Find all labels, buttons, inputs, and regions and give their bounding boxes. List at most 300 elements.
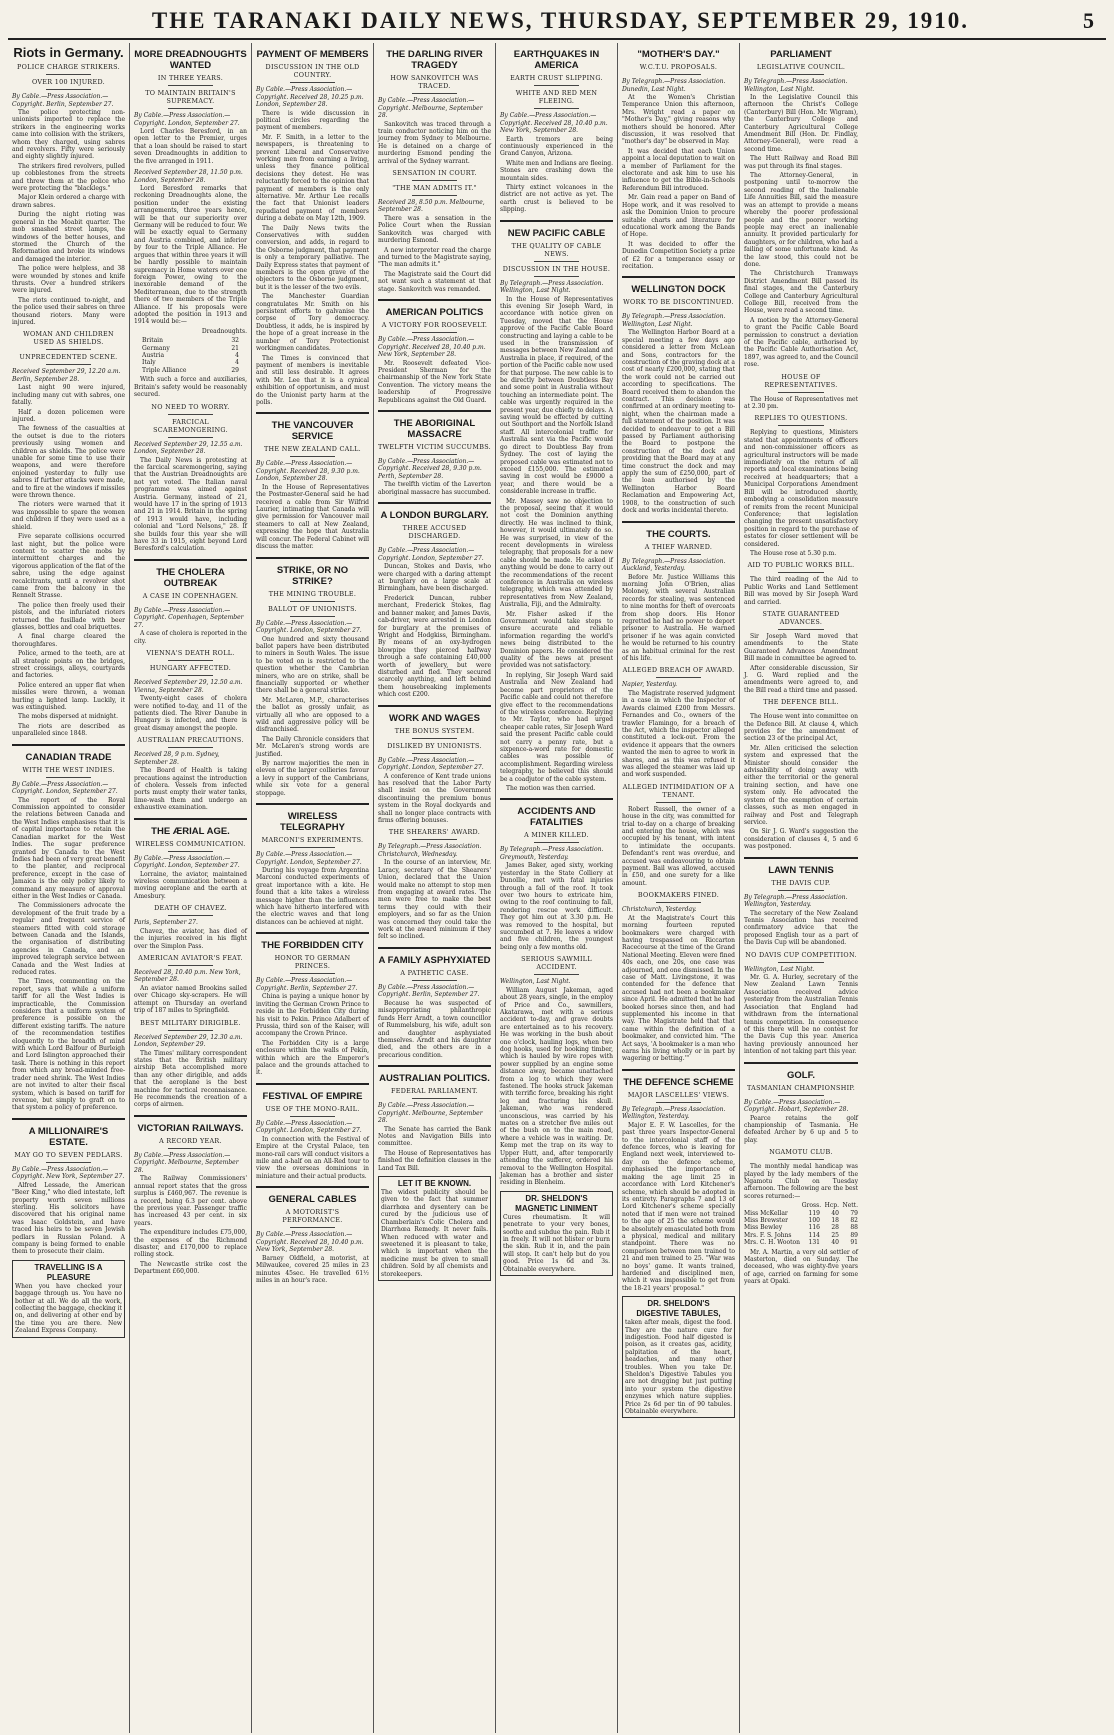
advertisement xyxy=(378,1176,491,1281)
article-paragraph: It was decided to offer the Dunedin Competition Society a prize of £2 for a temperance essay or recitation. xyxy=(622,240,735,270)
article-headline: THE DEFENCE SCHEME xyxy=(622,1069,735,1088)
scores-cell: 28 xyxy=(831,1224,839,1232)
scores-cell: 25 xyxy=(831,1231,839,1239)
article-subheading: WITH THE WEST INDIES. xyxy=(22,765,115,774)
masthead xyxy=(8,6,1106,40)
article xyxy=(134,403,247,553)
article-subheading: THE BONUS SYSTEM. xyxy=(394,726,475,735)
article-paragraph: The Senate has carried the Bank Notes and Navigation Bills into committee. xyxy=(378,1125,491,1148)
table-cell-name: Italy xyxy=(142,359,156,367)
article-dateline: By Telegraph.—Press Association. Wellington, Yesterday. xyxy=(744,893,848,909)
column-7 xyxy=(740,43,862,1733)
article-headline: A LONDON BURGLARY. xyxy=(378,502,491,521)
article-paragraph: Robert Russell, the owner of a house in the city, was committed for trial to-day on a charge of breaking and entering the house, which was occupied by his tenant, with intent to intimidate the occupants. Defendant's rent was overdue, and accused was endeavouring to obtain payment. Bail was allowed, accused in £50, and one surety for a like amount. xyxy=(622,805,735,887)
article-subheading: HONOR TO GERMAN PRINCES. xyxy=(274,954,351,971)
article xyxy=(378,410,491,496)
article-paragraph: The Christchurch Tramways District Amendment Bill passed its final stages, and the Canterbury College and Canterbury Agricultural College Bill, received from the House, were read a second time. xyxy=(744,270,858,315)
article-paragraph: Barney Oldfield, a motorist, at Milwaukee, covered 25 miles in 23 minutes 45sec. He travelled 61½ miles in an hour's race. xyxy=(256,1254,369,1284)
divider-rule xyxy=(534,85,579,86)
scores-cell: 116 xyxy=(808,1224,820,1232)
article-subheading: A VICTORY FOR ROOSEVELT. xyxy=(381,321,488,329)
article-dateline: By Telegraph.—Press Association. Greymouth, Yesterday. xyxy=(500,846,604,861)
divider-rule xyxy=(778,1095,824,1096)
divider-rule xyxy=(412,839,457,840)
article-paragraph: Five separate collisions occurred last night, but the police were content to scatter the mobs by intermittent charges and the vigorous application of the flat of the sabre, using the edge against recalcitrants, until a revolver shot came from the balcony in the Rennelt Strasse. xyxy=(12,533,125,600)
article xyxy=(256,557,369,798)
article-subheading: AUSTRALIAN PRECAUTIONS. xyxy=(137,736,244,745)
article-headline: THE COURTS. xyxy=(622,521,735,540)
article-subheading: REPLIES TO QUESTIONS. xyxy=(754,414,848,423)
article-headline: EARTHQUAKES IN AMERICA xyxy=(513,49,600,71)
article-paragraph: The Forbidden City is a large enclosure within the walls of Pekin, within which are the Emperor's palace and the grounds attached to it. xyxy=(256,1039,369,1077)
article-paragraph: Sankovitch was traced through a train conductor noticing him on the journey from Sydney to Melbourne. He is detained on a charge of murdering Esmond pending the arrival of the Sydney warrant. xyxy=(378,120,491,165)
article-dateline: By Cable.—Press Association.—Copyright. Copenhagen, September 27. xyxy=(134,606,244,629)
article-paragraph: The Board of Health is taking precautions against the introduction of cholera. Vessels from infected ports must empty their water tanks, lime-wash them and undergo an exhaustive examination. xyxy=(134,767,247,812)
article xyxy=(378,705,491,825)
article-dateline: By Telegraph.—Press Association. Wellington, Last Night. xyxy=(744,78,848,93)
divider-rule xyxy=(46,74,91,75)
divider-rule xyxy=(412,753,457,754)
article xyxy=(134,559,247,645)
article-paragraph: Mr. Massey saw no objection to the proposal, seeing that it would not cost the Dominion anything directly. He was inclined to think, however, it would ultimately do so. He was surprised, in view of the recent developments in wireless telegraphy, that proposals for a new cable should be made. He asked if anything would be done to carry out the recommendations of the recent conference in Australia on wireless telegraphy, which was attended by representatives from New Zealand, Australia, Fiji, and the Admiralty. xyxy=(500,497,613,609)
article-headline: PAYMENT OF MEMBERS xyxy=(256,49,369,60)
article xyxy=(256,412,369,550)
divider-rule xyxy=(168,1030,213,1031)
article-subheading: VIENNA'S DEATH ROLL. xyxy=(146,649,235,658)
divider-rule xyxy=(534,261,579,262)
scores-row xyxy=(744,1232,858,1239)
divider-rule xyxy=(656,1102,701,1103)
article-paragraph: Alfred Lessade, the American "Beer King," who died intestate, left property worth seven millions sterling. His solicitors have discovered that his original name was Isaac Goldstein, and have traced his heirs to be seven Jewish pedlars in Russian Poland. A company is being formed to enable them to prosecute their claim. xyxy=(12,1181,125,1256)
divider-rule xyxy=(290,1227,335,1228)
article-paragraph: On Sir J. G. Ward's suggestion the consideration of clauses 4, 5 and 6 was postponed. xyxy=(744,828,858,851)
article xyxy=(256,1083,369,1180)
article-paragraph: In connection with the Festival of Empire at the Crystal Palace, ten mono-rail cars will conduct visitors a mile and a-half on an All-Red tour to view the overseas dominions in miniature and their actual products. xyxy=(256,1135,369,1180)
article-dateline: By Cable.—Press Association.—Copyright. Melbourne, September 28. xyxy=(378,97,483,119)
article-subheading: EARTH CRUST SLIPPING. xyxy=(510,74,603,82)
advertisement xyxy=(12,1260,125,1338)
divider-rule xyxy=(46,89,91,90)
article xyxy=(500,798,613,951)
article-paragraph: During his voyage from Argentina Marconi conducted experiments of great importance with a kite. He found that a kite takes a wireless message higher than the influences which have hitherto interfered with the electric waves and that long distances can be achieved at night. xyxy=(256,867,369,926)
article xyxy=(622,1069,735,1292)
article xyxy=(622,49,735,270)
scores-cell: 91 xyxy=(850,1239,858,1247)
article-paragraph: The riots are described as unparalleled since 1848. xyxy=(12,722,125,738)
article xyxy=(12,1118,125,1256)
article-paragraph: In replying, Sir Joseph Ward said Australia and New Zealand had become part proprietors of the Pacific cable and could not therefore give effect to the recommendations of the wireless conference. Replying to Mr. Taylor, who had urged cheaper cable rates, Sir Joseph Ward said the present Pacific cable could not carry a penny rate, but a sixpence-a-word rate for domestic cables was possible of accomplishment. Regarding wireless telegraphy, he believed this should be a coadjutor of the cable system. xyxy=(500,671,613,783)
article-dateline: By Cable.—Press Association.—Copyright. London, September 27. xyxy=(378,547,484,562)
divider-rule xyxy=(412,180,457,181)
article-subheading: LEGISLATIVE COUNCIL. xyxy=(756,63,846,71)
article-dateline: By Telegraph.—Press Association. Wellington, Last Night. xyxy=(622,313,726,328)
scores-cell: 79 xyxy=(850,1209,858,1217)
article-paragraph: The Magistrate reserved judgment in a case in which the Inspector of Awards claimed £200 from Messrs. Fernandes and Co., owners of the trawler Flamingo, for a breach of the Act, which the inspector alleged constituted a lock-out. From the evidence it appears that the owners wanted the men to agree to work in shares, and as this was refused it was alleged the steamer was laid up and work suspended. xyxy=(622,689,735,779)
article-paragraph: At the Women's Christian Temperance Union this afternoon, Mrs. Wright read a paper on "Mother's Day," giving reasons why mothers should be honored. After discussion, it was resolved that "mother's day" be observed in May. xyxy=(622,94,735,146)
article-headline: THE VANCOUVER SERVICE xyxy=(256,412,369,442)
article-dateline: Paris, September 27. xyxy=(134,919,198,927)
article-paragraph: Frederick Duncan, rubber merchant, Frederick Stokes, flag and banner maker, and James Davis, cab-driver, were arrested in London for burglary at the premises of Wright and Hodgkiss, Birmingham. By means of an oxy-hydrogen blowpipe they pierced halfway through a safe containing £40,000 worth of jewellery, but were disturbed and fled. They secured scarcely anything, and left behind them housebreaking implements which cost £200. xyxy=(378,594,491,699)
article-headline: WORK AND WAGES xyxy=(378,705,491,724)
divider-rule xyxy=(46,349,91,350)
table-cell-value: 4 xyxy=(235,352,239,360)
table-row xyxy=(142,337,239,344)
divider-rule xyxy=(168,660,213,661)
article xyxy=(256,803,369,926)
article-headline: GENERAL CABLES xyxy=(256,1186,369,1205)
article-headline: AMERICAN POLITICS xyxy=(378,299,491,318)
masthead-title: THE TARANAKI DAILY NEWS, THURSDAY, SEPTEMBER 29, 1910. xyxy=(151,8,970,33)
article-subheading: A CASE IN COPENHAGEN. xyxy=(142,591,239,600)
column-6 xyxy=(618,43,740,1733)
article-paragraph: The twelfth victim of the Laverton aboriginal massacre has succumbed. xyxy=(378,481,491,496)
article-dateline: By Cable.—Press Association.—Copyright. London, September 27. xyxy=(256,851,362,866)
article xyxy=(622,276,735,514)
article xyxy=(12,45,125,326)
divider-rule xyxy=(778,890,824,891)
article-subheading: WORK TO BE DISCONTINUED. xyxy=(623,298,734,307)
scores-cell: 18 xyxy=(831,1217,839,1224)
table-cell-value: 29 xyxy=(231,366,239,374)
divider-rule xyxy=(412,543,457,544)
article-dateline: By Cable.—Press Association.—Copyright. Berlin, September 27. xyxy=(256,977,358,992)
article-headline: "MOTHER'S DAY." xyxy=(637,49,720,60)
article-paragraph: The Magistrate said the Court did not want such a statement at that stage. Sankovitch was remanded. xyxy=(378,270,491,293)
advertisement-body: When you have checked your baggage through us. You have no bother at all. We do all the work, collecting the baggage, checking it on, and delivering at other end by the time you are there. New Zealand Express Company. xyxy=(15,1282,122,1335)
divider-rule xyxy=(534,974,579,975)
advertisement xyxy=(500,1191,613,1276)
scores-cell: 131 xyxy=(808,1239,820,1247)
article-paragraph: The Attorney-General, in postponing until to-morrow the second reading of the Inalienable Life Annuities Bill, said the measure was an attempt to provide a means whereby the poorer professional people and the poorer working people may erect an inalienable annuity. It provided particularly for daughters, or for children, who had a failing of some unfortunate kind. As the law stood, this could not be done. xyxy=(744,172,858,268)
divider-rule xyxy=(778,392,824,393)
article-dateline: Received 28, 9 p.m. Sydney, September 28. xyxy=(134,751,220,766)
article-paragraph: China is paying a unique honor by inviting the German Crown Prince to reside in the Forbidden City during his visit to Pekin. Prince Adalbert of Prussia, third son of the Kaiser, will accompany the Crown Prince. xyxy=(256,993,369,1038)
column-2 xyxy=(130,43,252,1733)
article-headline: THE CHOLERA OUTBREAK xyxy=(134,559,247,589)
article-paragraph: The Times, commenting on the report, says that while a uniform tariff for all the West Indies is impracticable, the Commission considers that a uniform system of preference is possible on the different existing tariffs. The nature of the recommendation testifies eloquently to the breadth of mind with which Lord Balfour of Burleigh and Lord Islington approached their task. There is nothing in this report from which any broad-minded free-trader need shrink. The West Indies are not invited to alter their fiscal system, which is based on tariff for revenue, but simply to graft on to that system a policy of preference. xyxy=(12,978,125,1112)
article-subheading: NO DAVIS CUP COMPETITION. xyxy=(745,950,857,959)
article xyxy=(134,649,247,732)
article xyxy=(134,904,247,950)
article-subheading: IN THREE YEARS. xyxy=(157,74,224,82)
table-cell-value: 21 xyxy=(231,344,239,352)
divider-rule xyxy=(168,414,213,415)
article-paragraph: James Baker, aged sixty, working yesterday in the State Colliery at Dunollie, met with fatal injuries through a fall of the roof. It took over two hours to extricate him, owing to the roof continuing to fall, rendering rescue work difficult. They got him out at 3.30 p.m. He was removed to the hospital, but succumbed at 7. He leaves a widow and five children, the youngest being only a few months old. xyxy=(500,862,613,951)
article-paragraph: The strikers fired revolvers, pulled up cobblestones from the streets and threw them at the police who were protecting the "blacklegs." xyxy=(12,162,125,193)
article xyxy=(744,951,858,1056)
article-paragraph: Before Mr. Justice Williams this morning John O'Brien, alias Moloney, with several Australian records for stealing, was sentenced to nine months for theft of overcoats from shop doors. His Honor regretted he had no power to deport prisoner to Australia. He warned prisoner if he was again convicted he would be returned to his country as an habitual criminal for the rest of his life. xyxy=(622,573,735,662)
article-paragraph: In the House of Representatives this evening Sir Joseph Ward, in accordance with notice given on Tuesday, moved that the House approve of the Pacific Cable Board constructing and laying a cable to be used in the transmission of messages between New Zealand and Australia in place, if required, of the portion of the Pacific cable now used for that purpose. The new cable is to be directly between Doubtless Bay and some point in Australia without touching an intermediate point. The cable was urgently required in the present year, due chiefly to delays. A saving would be effected by cutting out Southport and the Norfolk Island staff. All intercolonial traffic for Australia sent via the Pacific would go direct to Doubtless Bay from Sydney. The cost of laying the proposed cable was estimated not to exceed £155,000. The estimated saving in cost would be £9000 a year, and there would be a considerable increase in traffic. xyxy=(500,295,613,496)
article-dateline: Napier, Yesterday. xyxy=(622,681,677,689)
article-subheading: SERIOUS SAWMILL ACCIDENT. xyxy=(521,955,592,972)
article-paragraph: The House of Representatives met at 2.30 pm. xyxy=(744,395,858,411)
article-paragraph: It was decided that each Union appoint a local deputation to wait on a member of Parliament for the electorate and ask him to use his influence to get the Bible-in-Schools Referendum Bill introduced. xyxy=(622,147,735,192)
article-paragraph: The mobs dispersed at midnight. xyxy=(18,713,119,721)
advertisement-body: taken after meals, digest the food. They are the nature cure for indigestion. Food half digested is poison, as it creates gas, acidity, palpitation of the heart, headaches, and many other troubles. When you take Dr. Sheldon's Digestive Tabules you are not drugging but just putting into your system the digestive enzymes which nature supplies. Price 2s 6d per tin of 90 tabules. Obtainable everywhere. xyxy=(625,1319,732,1416)
scores-cell: 40 xyxy=(831,1239,839,1247)
article-subheading: THREE ACCUSED DISCHARGED. xyxy=(402,524,467,541)
article-subheading: W.C.T.U. PROPOSALS. xyxy=(639,63,718,71)
divider-rule xyxy=(534,108,579,109)
article xyxy=(744,857,858,947)
article-dateline: By Cable.—Press Association.—Copyright. London, September 27. xyxy=(378,756,484,772)
article-dateline: By Cable.—Press Association.—Copyright. Melbourne, September 28. xyxy=(134,1151,239,1174)
article-subheading: ALLEGED INTIMIDATION OF A TENANT. xyxy=(622,782,735,799)
article-paragraph: With such a force and auxiliaries, Britain's safety would be reasonably secured. xyxy=(134,376,247,399)
article-paragraph: The report of the Royal Commission appointed to consider the relations between Canada and the West Indies emphasises that it is of capital importance to retain the Canadian market for the West Indies. The sugar preference granted by Canada to the West Indies had been of very great benefit to the planter, and reciprocal preference, except in the case of Jamaica is the only policy likely to command any measure of approval either in the West Indies or Canada. xyxy=(12,796,125,900)
divider-rule xyxy=(778,425,824,426)
scores-row xyxy=(744,1239,858,1246)
article-paragraph: The House of Representatives has finished the definition clauses in the Land Tax Bill. xyxy=(378,1149,491,1172)
columns-container xyxy=(8,43,1106,1733)
article-subheading: AMERICAN AVIATOR'S FEAT. xyxy=(138,953,243,962)
table-cell-value: 32 xyxy=(231,337,239,345)
article-headline: WELLINGTON DOCK xyxy=(622,276,735,295)
dreadnought-table xyxy=(142,337,239,374)
article-paragraph: Chavez, the aviator, has died of the injuries received in his flight over the Simplon Pass. xyxy=(134,927,247,950)
article-paragraph: The Daily News twits the Conservatives with sudden conversion, and adds, in regard to the Osborne judgment, that payment is only a temporary palliative. The Daily Express states that payment of members is the open grave of the objectors to the Osborne judgment, but it is the lesser of the two evils. xyxy=(256,224,369,291)
article xyxy=(378,49,491,165)
article-dateline: By Cable.—Press Association.—Copyright. London, September 27. xyxy=(12,780,118,796)
article-dateline: Received September 29, 12.55 a.m. London, September 28. xyxy=(134,440,243,455)
article-subheading: BEST MILITARY DIRIGIBLE. xyxy=(140,1018,241,1027)
article xyxy=(500,220,613,793)
divider-rule xyxy=(168,437,213,438)
divider-rule xyxy=(168,851,213,852)
article-paragraph: Mr. Fisher asked if the Government would take steps to ensure accurate and reliable information regarding the world's news being distributed to the Dominion papers. He considered the quality of the news at present provided was not satisfactory. xyxy=(500,610,613,670)
article xyxy=(378,947,491,1059)
article-paragraph: The Commissioners advocate the development of the fruit trade by a regular and frequent service of steamers fitted with cold storage between Canada and the Islands, the organisation of distributing agencies in Canada, and an improved telegraph service between Canada and the West Indies at reduced rates. xyxy=(12,902,125,976)
article xyxy=(744,561,858,606)
article-subheading: WIRELESS COMMUNICATION. xyxy=(135,839,246,848)
article-paragraph: The House went into committee on the Defence Bill. At clause 4, which provides for the amendment of section 23 of the principal Act, xyxy=(744,713,858,743)
article-paragraph: The House rose at 5.30 p.m. xyxy=(750,549,837,557)
article xyxy=(134,818,247,901)
article-dateline: By Cable.—Press Association.—Copyright. London, September 27. xyxy=(256,1119,362,1135)
article-paragraph: The secretary of the New Zealand Tennis Association has received confirmatory advice that the proposed English tour as a part of the Davis Cup will be abandoned. xyxy=(744,909,858,947)
article-subheading: WOMAN AND CHILDREN USED AS SHIELDS. xyxy=(23,330,114,347)
divider-rule xyxy=(290,456,335,457)
article-paragraph: The Manchester Guardian congratulates Mr. Smith on his persistent efforts to galvanise the corpse of Tory democracy. Doubtless, it adds, he is inspired by the hope of a great increase in the number of Tory Protectionist workingmen candidates. xyxy=(256,293,369,353)
article-paragraph: A motion by the Attorney-General to grant the Pacific Cable Board permission to construct a deviation of the Pacific cable, authorised by the Pacific Cable Authorisation Act, 1897, was agreed to, and the Council rose. xyxy=(744,316,858,369)
article-paragraph: Mr. Allen criticised the selection system and expressed that the Minister should consider the advisability of doing away with either the territorial or the general training section, and have one system only. He advocated the system of the exemption of certain classes, such as men engaged in railway and Post and Telegraph service. xyxy=(744,744,858,826)
divider-rule xyxy=(46,1162,91,1163)
article-headline: THE FORBIDDEN CITY xyxy=(256,932,369,951)
article-paragraph: Earth tremors are being continuously experienced in the Grand Canyon, Arizona. xyxy=(500,135,613,158)
advertisement xyxy=(622,1296,735,1418)
article-paragraph: Pearce retains the golf championship of Tasmania. He defeated Archer by 6 up and 5 to play. xyxy=(744,1114,858,1144)
article-subheading: DISCUSSION IN THE OLD COUNTRY. xyxy=(265,63,360,79)
article-subheading: POLICE CHARGE STRIKERS. xyxy=(17,63,120,71)
scores-header-cell: Gross. xyxy=(801,1202,822,1210)
article-headline: CANADIAN TRADE xyxy=(12,744,125,763)
divider-rule xyxy=(778,629,824,630)
article-paragraph: In the Legislative Council this afternoon the Christ's College (Canterbury) Bill (Hon. Mr. Wigram), the Canterbury College and Canterbury Agricultural College Amendment Bill (Hon. Dr. Findlay, Attorney-General), were read a second time. xyxy=(744,94,858,153)
article-dateline: By Telegraph.—Press Association. Auckland, Yesterday. xyxy=(622,557,726,572)
article-dateline: By Telegraph.—Press Association. Wellington, Yesterday. xyxy=(622,1105,726,1121)
article-paragraph: There was a sensation in the Police Court when the Russian Sankovitch was charged with murdering Esmond. xyxy=(378,214,491,245)
article-headline: AUSTRALIAN POLITICS. xyxy=(378,1065,491,1084)
column-1 xyxy=(8,43,130,1733)
article-paragraph: In the House of Representatives the Postmaster-General said he had received a cable from Sir Wilfrid Laurier, intimating that Canada will give permission for Vancouver mail steamers to call at New Zealand, expressing the hope that Australia will concur. The Federal Cabinet will discuss the matter. xyxy=(256,483,369,551)
divider-rule xyxy=(778,1159,824,1160)
article-headline: VICTORIAN RAILWAYS. xyxy=(134,1115,247,1134)
article xyxy=(134,49,247,165)
advertisement-title: LET IT BE KNOWN. xyxy=(397,1179,472,1189)
article xyxy=(744,414,858,557)
article-paragraph: The police then freely used their pistols, and the infuriated rioters returned the fusillade with beer glasses, bottles and coal briquettes. xyxy=(12,601,125,631)
divider-rule xyxy=(656,74,701,75)
article-subheading: THE NEW ZEALAND CALL. xyxy=(263,445,362,454)
divider-rule xyxy=(412,332,457,333)
article-paragraph: The Hutt Railway and Road Bill was put through its final stages. xyxy=(744,155,858,170)
article-paragraph: The riots continued to-night, and the police used their sabres on three thousand rioters. Many were injured. xyxy=(12,296,125,326)
page-number: 5 xyxy=(1083,8,1094,33)
article-paragraph: Mr. McLaren, M.P., characterises the ballot as grossly unfair, as virtually all who are opposed to a wild and aggressive policy will be disfranchised. xyxy=(256,696,369,734)
article-subheading: FEDERAL PARLIAMENT. xyxy=(391,1087,478,1096)
article-subheading: A PATHETIC CASE. xyxy=(400,968,469,977)
article-paragraph: By narrow majorities the men in eleven of the larger collieries favour a levy in support of the Cambrians, while six vote for a general stoppage. xyxy=(256,760,369,797)
article-paragraph: A conference of Kent trade unions has resolved that the Labor Party shall insist on the Government discontinuing the premium bonus system in the Royal dockyards and shall no longer place contracts with firms offering bonuses. xyxy=(378,772,491,824)
article-subheading: NGAMOTU CLUB. xyxy=(769,1148,833,1157)
article-dateline: By Cable.—Press Association.—Copyright. Received 28, 10.40 p.m. New York, September 28. xyxy=(500,112,608,134)
article-subheading: A MOTORIST'S PERFORMANCE. xyxy=(282,1208,343,1225)
article-subheading: NO NEED TO WORRY. xyxy=(151,402,230,411)
article-paragraph: Because he was suspected of misappropriating philanthropic funds Herr Arndt, a town councillor of Rummelsburg, his wife, adult son and daughter asphyxiated themselves. Arndt and his daughter died, and the others are in a precarious condition. xyxy=(378,999,491,1059)
article xyxy=(134,736,247,811)
article-subheading: DEATH OF CHAVEZ. xyxy=(154,904,227,913)
article-paragraph: Lorraine, the aviator, maintained wireless communication between a moving aeroplane and the earth at Amesbury. xyxy=(134,870,247,900)
article-dateline: By Cable.—Press Association.—Copyright. Berlin, September 27. xyxy=(12,93,114,108)
article-dateline: By Cable.—Press Association.—Copyright. Received 28, 10.40 p.m. New York, September 28. xyxy=(256,1231,364,1254)
article-subheading: DISCUSSION IN THE HOUSE. xyxy=(502,264,611,273)
article-paragraph: Major E. F. W. Lascelles, for the past three years Inspector-General to the intercolonial staff of the defence forces, who is leaving for England next week, interviewed to-day on the defence scheme, emphasised the importance of making the age limit 25 in accordance with Lord Kitchener's scheme, which should be adopted in its entirety. Paragraphs 7 and 13 of Lord Kitchener's scheme specially noted that if men were not trained to the age of 25 the scheme would be absolutely emasculated both from a physical, medical and military standpoint. There was no comparison between men trained to 21 and men trained to 25. "War was no boys' game. It wants trained, hardened and disciplined men, which it was impossible to get from the 18-21 years' proposal." xyxy=(622,1121,735,1292)
article-headline: A FAMILY ASPHYXIATED xyxy=(378,947,491,966)
table-title: Dreadnoughts. xyxy=(201,327,247,335)
article xyxy=(378,169,491,293)
article-headline: STRIKE, OR NO STRIKE? xyxy=(256,557,369,587)
article-subheading: UNPRECEDENTED SCENE. xyxy=(19,353,118,362)
divider-rule xyxy=(290,847,335,848)
article-paragraph: In the course of an interview, Mr. Laracy, secretary of the Shearers' Union, declared that the Union would make no attempt to stop men from engaging at award rates. The men were free to make the best terms they could with their employers, and so far as the Union was concerned they could take the work at the award minimum if they felt so inclined. xyxy=(378,859,491,941)
divider-rule xyxy=(412,980,457,981)
divider-rule xyxy=(656,554,701,555)
article xyxy=(378,1065,491,1172)
divider-rule xyxy=(534,276,579,277)
article-dateline: By Telegraph.—Press Association. Dunedin, Last Night. xyxy=(622,78,726,93)
article-paragraph: Police entered an upper flat when missiles were thrown, a woman hurling a lighted lamp. Luckily, it was extinguished. xyxy=(12,681,125,712)
article-paragraph: The Wellington Harbor Board at a special meeting a few days ago considered a letter from McLean and Sons, contractors for the construction of the graving dock at a cost of nearly £200,000, stating that the work could not be carried out according to specifications. The Board received them to abandon the contract. This decision was confirmed at an ordinary meeting to-night, when the chairman made a full statement of the position. It was decided to endeavour to get a Bill passed by Parliament authorising the Board to postpone the construction of the dock and providing that the Board may at any time construct the dock and may apply the sum of £250,000, part of the loan authorised by the Wellington Harbor Board Reclamation and Empowering Act, 1908, to the construction of such dock and works incidental thereto. xyxy=(622,329,735,515)
scores-cell: 82 xyxy=(850,1217,858,1224)
scores-row xyxy=(744,1217,858,1224)
article-subheading: A RECORD YEAR. xyxy=(159,1136,222,1145)
divider-rule xyxy=(46,777,91,778)
article-paragraph: Police, armed to the teeth, are at all strategic points on the bridges, street crossings, alleys, courtyards and factories. xyxy=(12,650,125,680)
article-subheading: OVER 100 INJURED. xyxy=(31,78,106,86)
article-headline: THE DARLING RIVER TRAGEDY xyxy=(386,49,483,71)
article-paragraph: Replying to questions, Ministers stated that appointments of officers and non-commissioner officers as agricultural instructors will be made immediately on the return of all reports and local examinations being received at headquarters; that a Municipal Corporations Amendment Bill will be introduced shortly, embodying a consolidation measure of remits from the recent Municipal Conference; that legislation changing the present unsatisfactory position in regard to the purchase of estates for closer settlement will be considered. xyxy=(744,429,858,548)
article-dateline: Received 28, 10.40 p.m. New York, September 28. xyxy=(134,968,241,984)
scores-header-cell xyxy=(744,1202,801,1209)
article-paragraph: The Times is convinced that payment of members is inevitable and still less desirable. It agrees with Mr. Lee that it is a cynical exhibition of opportunism, and must do the Unionist party harm at the polls. xyxy=(256,354,369,406)
article-subheading: BALLOT OF UNIONISTS. xyxy=(268,604,357,613)
article-subheading: FARCICAL SCAREMONGERING. xyxy=(153,417,228,434)
article-headline: THE ABORIGINAL MASSACRE xyxy=(378,410,491,440)
article-headline: Riots in Germany. xyxy=(13,45,124,60)
article-paragraph: Thirty extinct volcanoes in the district are not active as yet. The earth crust is believed to be slipping. xyxy=(500,183,613,214)
article-dateline: By Cable.—Press Association.—Copyright. Received 28, 9.30 p.m. Perth, September 28. xyxy=(378,457,482,480)
article xyxy=(500,49,613,214)
table-cell-name: Austria xyxy=(142,352,165,360)
article-paragraph: Mr. Gain read a paper on Band of Hope work, and it was resolved to ask the Dominion Union to procure suitable charts and literature for educational work among the Bands of Hope. xyxy=(622,194,735,239)
article xyxy=(134,169,247,398)
article xyxy=(256,1186,369,1284)
scores-cell: 119 xyxy=(808,1209,820,1217)
divider-rule xyxy=(534,842,579,843)
article-dateline: By Telegraph.—Press Association. Wellington, Last Night. xyxy=(500,279,604,295)
article-subheading: WHITE AND RED MEN FLEEING. xyxy=(515,89,598,105)
article-dateline: By Cable.—Press Association.—Copyright. Berlin, September 27. xyxy=(378,983,480,999)
article-subheading: A THIEF WARNED. xyxy=(644,542,713,551)
article-paragraph: The Newcastle strike cost the Department £60,000. xyxy=(134,1260,247,1276)
article-subheading: HOUSE OF REPRESENTATIVES. xyxy=(764,372,838,389)
article-paragraph: A case of cholera is reported in the city. xyxy=(134,630,247,645)
divider-rule xyxy=(412,738,457,739)
divider-rule xyxy=(778,572,824,573)
article xyxy=(744,698,858,850)
divider-rule xyxy=(46,364,91,365)
table-cell-name: Germany xyxy=(142,344,170,352)
article-headline: NEW PACIFIC CABLE xyxy=(500,220,613,239)
article-dateline: By Cable.—Press Association.—Copyright. London, September 27. xyxy=(256,619,362,634)
advertisement-title: DR. SHELDON'S MAGNETIC LINIMENT xyxy=(515,1193,598,1213)
article-subheading: ALLEGED BREACH OF AWARD. xyxy=(622,666,735,675)
article-paragraph: Major Klein ordered a charge with drawn sabres. xyxy=(12,194,125,209)
divider-rule xyxy=(290,1116,335,1117)
advertisement-body: Cures rheumatism. It will penetrate to your very bones, soothe and subdue the pain. Rub it in freely. It will not blister or burn the skin. Rub it in, and the pain will stop. It can't help but do you good. Price 1s 6d and 3s. Obtainable everywhere. xyxy=(503,1213,610,1273)
article-paragraph: After considerable discussion, Sir J. G. Ward replied and the amendments were agreed to, and the Bill read a third time and passed. xyxy=(744,664,858,694)
article-headline: THE ÆRIAL AGE. xyxy=(134,818,247,837)
article-subheading: THE SHEARERS' AWARD. xyxy=(388,828,481,837)
article-dateline: Received September 28, 11.50 p.m. London, September 28. xyxy=(134,169,243,184)
article xyxy=(12,744,125,1112)
scores-row xyxy=(744,1210,858,1217)
divider-rule xyxy=(290,973,335,974)
article-paragraph: The Daily News is protesting at the farcical scaremongering, saying that the Austrian Dreadnoughts are not yet voted. The Italian naval programme was aimed against Austria. Germany, instead of 21, would have 17 in the spring of 1913 and 21 in 1914. Britain in the spring of 1913 would have, including colonial and "Lord Nelsons," 28. If she builds four this year she will have 33 in 1915, eight beyond Lord Beresford's calculation. xyxy=(134,456,247,553)
article-headline: MORE DREADNOUGHTS WANTED xyxy=(134,49,247,71)
divider-rule xyxy=(412,93,457,94)
table-row xyxy=(142,352,239,359)
scores-table xyxy=(744,1202,858,1246)
article-headline: FESTIVAL OF EMPIRE xyxy=(256,1083,369,1102)
article-subheading: TO MAINTAIN BRITAIN'S SUPREMACY. xyxy=(145,89,236,105)
column-5 xyxy=(496,43,618,1733)
article-paragraph: The Daily Chronicle considers that Mr. McLaren's strong words are justified. xyxy=(256,735,369,758)
article-dateline: By Cable.—Press Association.—Copyright. Hobart, September 28. xyxy=(744,1098,849,1114)
divider-rule xyxy=(778,962,824,963)
article-paragraph: The monthly medal handicap was played by the lady members of the Ngamotu Club on Tuesday afternoon. The following are the best scores returned:— xyxy=(744,1163,858,1200)
table-cell-name: Britain xyxy=(142,337,163,345)
article-subheading: STATE GUARANTEED ADVANCES. xyxy=(762,609,840,626)
article-dateline: Received September 29, 12.50 a.m. Vienna, September 28. xyxy=(134,679,243,694)
article-paragraph: The rioters were warned that it was impossible to spare the women and children if they were used as a shield. xyxy=(12,501,125,531)
article-paragraph: Mr. A. Martin, a very old settler of Masterton, died on Sunday. The deceased, who was eighty-five years of age, carried on farming for some years at Opaki. xyxy=(744,1248,858,1286)
scores-header-cell: Nett. xyxy=(842,1202,858,1210)
advertisement-title: TRAVELLING IS A PLEASURE xyxy=(34,1262,103,1282)
article-dateline: By Cable.—Press Association.—Copyright. London, September 27. xyxy=(134,854,240,870)
article-dateline: Received September 29, 12.20 a.m. Berlin, September 28. xyxy=(12,368,121,383)
divider-rule xyxy=(656,677,701,678)
